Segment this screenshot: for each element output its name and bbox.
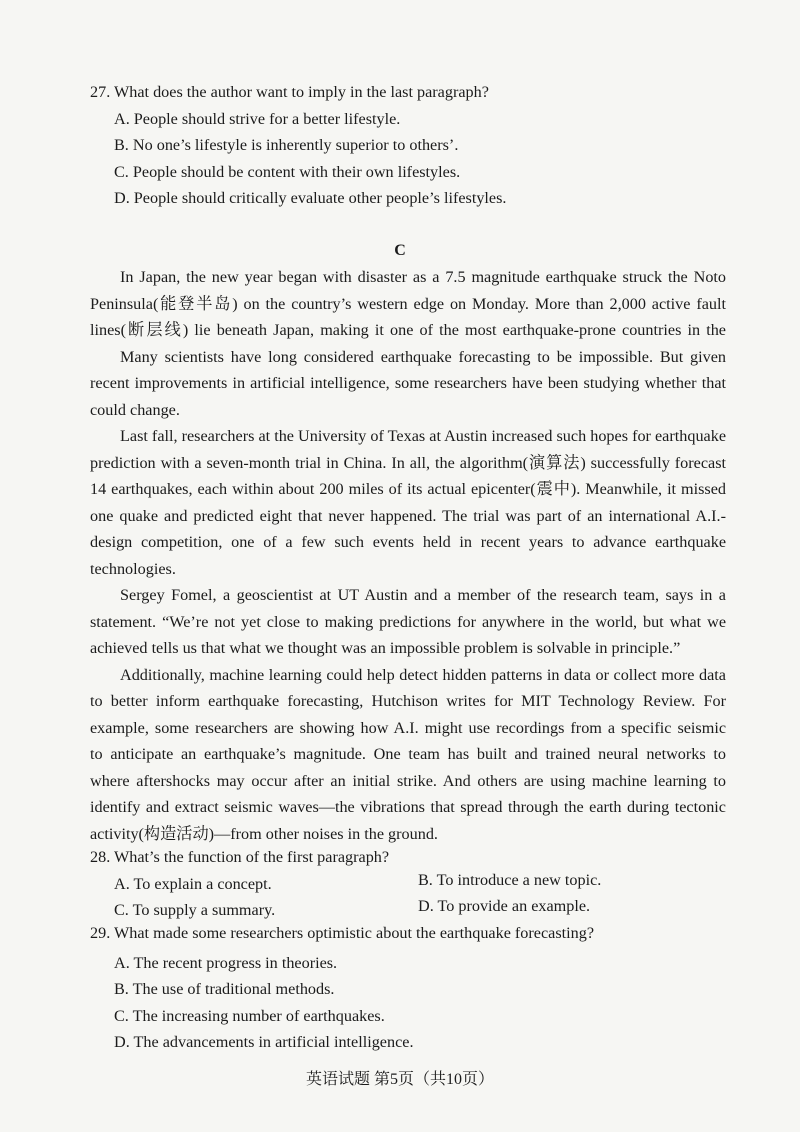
- option-a: A. The recent progress in theories.: [114, 953, 338, 972]
- option-c: C. The increasing number of earthquakes.: [114, 1006, 385, 1025]
- option-a: A. To explain a concept.: [114, 874, 272, 893]
- passage-line: technologies.: [90, 559, 176, 578]
- option-b: B. No one’s lifestyle is inherently superior to others’.: [114, 136, 459, 154]
- passage-line: statement. “We’re not yet close to making predictions for anywhere in the world, but what we: [90, 612, 726, 631]
- passage-line: Last fall, researchers at the University of Texas at Austin increased such hopes for earthquake: [120, 427, 726, 445]
- passage-line: to anticipate an earthquake’s magnitude. One team has built and trained neural networks to: [90, 745, 726, 763]
- passage-line: Additionally, machine learning could help detect hidden patterns in data or collect more data: [120, 665, 726, 684]
- question-28: [90, 844, 726, 923]
- passage: [90, 264, 726, 847]
- option-d: D. People should critically evaluate other people’s lifestyles.: [114, 189, 507, 207]
- question-text: 29. What made some researchers optimistic about the earthquake forecasting?: [90, 924, 595, 942]
- passage-line: recent improvements in artificial intelligence, some researchers have been studying whether that: [90, 374, 726, 392]
- passage-line: could change.: [90, 400, 180, 419]
- passage-line: 14 earthquakes, each within about 200 miles of its actual epicenter(震中). Meanwhile, it missed: [90, 480, 726, 498]
- passage-line: Peninsula(能登半岛) on the country’s western edge on Monday. More than 2,000 active fault: [90, 294, 726, 313]
- option-c: C. To supply a summary.: [114, 900, 276, 919]
- passage-line: Sergey Fomel, a geoscientist at UT Austin and a member of the research team, says in a: [120, 586, 726, 604]
- passage-line: identify and extract seismic waves—the vibrations that spread through the earth during tectonic: [90, 798, 726, 816]
- passage-line: activity(构造活动)—from other noises in the ground.: [90, 824, 438, 843]
- option-b: B. The use of traditional methods.: [114, 980, 335, 998]
- question-29: [90, 920, 726, 1056]
- question-27: [90, 79, 726, 212]
- passage-line: prediction with a seven-month trial in China. In all, the algorithm(演算法) successfully forecast: [90, 453, 726, 472]
- section-title: C: [394, 242, 406, 259]
- option-d: D. The advancements in artificial intelligence.: [114, 1033, 414, 1051]
- passage-line: lines(断层线) lie beneath Japan, making it one of the most earthquake-prone countries in the: [90, 321, 726, 339]
- passage-line: In Japan, the new year began with disaster as a 7.5 magnitude earthquake struck the Noto: [120, 268, 726, 286]
- passage-line: where aftershocks may occur after an initial strike. And others are using machine learning to: [90, 771, 726, 790]
- passage-line: achieved tells us that what we thought was an impossible problem is solvable in principle.”: [90, 639, 681, 657]
- paragraph-4: [90, 582, 726, 662]
- paragraph-1: [90, 264, 726, 344]
- option-c: C. People should be content with their own lifestyles.: [114, 162, 461, 181]
- option-a: A. People should strive for a better lifestyle.: [114, 109, 401, 128]
- question-text: 27. What does the author want to imply in the last paragraph?: [90, 83, 489, 101]
- question-text: 28. What’s the function of the first paragraph?: [90, 848, 390, 866]
- page-footer: 英语试题 第5页（共10页）: [305, 1071, 494, 1088]
- passage-line: one quake and predicted eight that never happened. The trial was part of an international A.I.-: [90, 506, 726, 525]
- paragraph-2: [90, 344, 726, 424]
- passage-line: example, some researchers are showing how A.I. might use recordings from a specific seismic: [90, 718, 726, 737]
- paragraph-3: [90, 423, 726, 582]
- paragraph-5: [90, 662, 726, 848]
- passage-line: to better inform earthquake forecasting, Hutchison writes for MIT Technology Review. For: [90, 692, 726, 710]
- option-d: D. To provide an example.: [418, 896, 591, 915]
- passage-line: Many scientists have long considered earthquake forecasting to be impossible. But given: [120, 347, 726, 366]
- passage-line: design competition, one of a few such events held in recent years to advance earthquake: [90, 533, 726, 551]
- option-b: B. To introduce a new topic.: [418, 870, 602, 889]
